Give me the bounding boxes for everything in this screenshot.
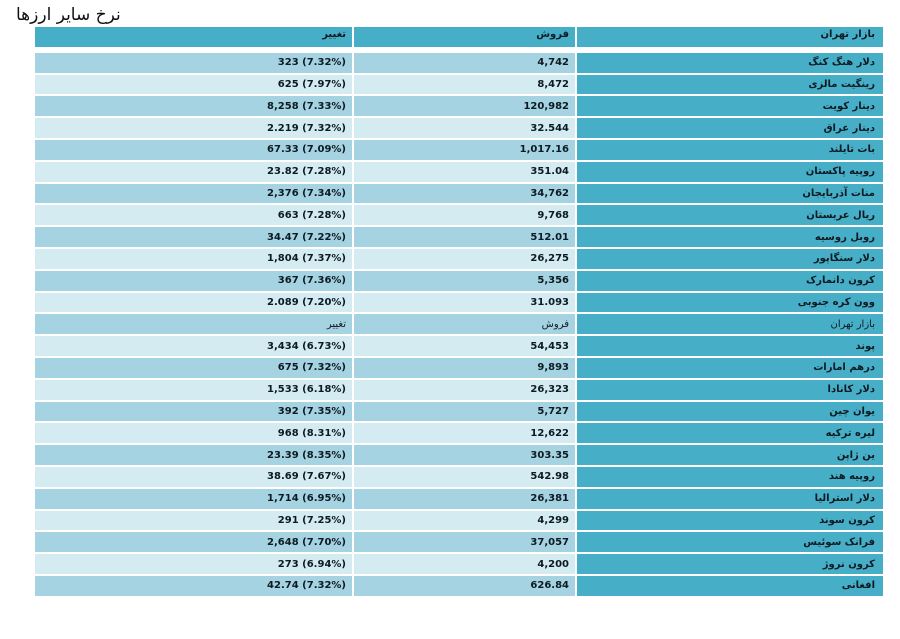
change-cell: تغییر [35, 314, 354, 336]
sell-cell: 31.093 [354, 293, 577, 315]
table-row [35, 271, 883, 293]
sell-cell: 512.01 [354, 227, 577, 249]
currency-name-cell: دلار سنگاپور [577, 249, 883, 271]
change-cell: 2.219 (7.32%) [35, 118, 354, 140]
currency-name-cell: افغانی [577, 576, 883, 598]
currency-name-cell: دینار عراق [577, 118, 883, 140]
sell-cell: 32.544 [354, 118, 577, 140]
sell-cell: 4,299 [354, 511, 577, 533]
change-cell: 675 (7.32%) [35, 358, 354, 380]
currency-name-cell: روپیه پاکستان [577, 162, 883, 184]
sell-cell: 1,017.16 [354, 140, 577, 162]
table-row [35, 140, 883, 162]
change-cell: 625 (7.97%) [35, 75, 354, 97]
table-row [35, 162, 883, 184]
table-row [35, 336, 883, 358]
table-row [35, 380, 883, 402]
table-row [35, 249, 883, 271]
table-row [35, 293, 883, 315]
currency-name-cell: کرون دانمارک [577, 271, 883, 293]
table-row [35, 227, 883, 249]
sell-cell: 34,762 [354, 184, 577, 206]
sell-cell: فروش [354, 314, 577, 336]
table-row [35, 53, 883, 75]
currency-name-cell: ریال عربستان [577, 205, 883, 227]
sell-cell: 542.98 [354, 467, 577, 489]
table-row [35, 467, 883, 489]
sell-cell: 5,356 [354, 271, 577, 293]
table-row [35, 118, 883, 140]
table-row [35, 205, 883, 227]
change-cell: 2,648 (7.70%) [35, 532, 354, 554]
table-row [35, 511, 883, 533]
currency-name-cell: لیره ترکیه [577, 423, 883, 445]
table-row [35, 184, 883, 206]
sell-cell: 12,622 [354, 423, 577, 445]
change-cell: 42.74 (7.32%) [35, 576, 354, 598]
currency-name-cell: کرون سوند [577, 511, 883, 533]
currency-name-cell: وون کره جنوبی [577, 293, 883, 315]
table-row [35, 75, 883, 97]
change-cell: 23.82 (7.28%) [35, 162, 354, 184]
change-cell: 38.69 (7.67%) [35, 467, 354, 489]
sell-cell: 4,200 [354, 554, 577, 576]
currency-name-cell: درهم امارات [577, 358, 883, 380]
sell-cell: 37,057 [354, 532, 577, 554]
currency-name-cell: دلار استرالیا [577, 489, 883, 511]
sell-cell: 626.84 [354, 576, 577, 598]
change-cell: 968 (8.31%) [35, 423, 354, 445]
table-header [35, 27, 883, 49]
table-row [35, 532, 883, 554]
table-row [35, 576, 883, 598]
currency-name-cell: بات تایلند [577, 140, 883, 162]
change-cell: 1,804 (7.37%) [35, 249, 354, 271]
header-change: تغییر [35, 27, 354, 49]
currency-name-cell: دینار کویت [577, 96, 883, 118]
change-cell: 367 (7.36%) [35, 271, 354, 293]
table-row [35, 96, 883, 118]
sell-cell: 4,742 [354, 53, 577, 75]
sell-cell: 120,982 [354, 96, 577, 118]
change-cell: 273 (6.94%) [35, 554, 354, 576]
sell-cell: 26,275 [354, 249, 577, 271]
sell-cell: 26,381 [354, 489, 577, 511]
change-cell: 392 (7.35%) [35, 402, 354, 424]
currency-name-cell: پوند [577, 336, 883, 358]
table-row [35, 358, 883, 380]
change-cell: 67.33 (7.09%) [35, 140, 354, 162]
header-sell: فروش [354, 27, 577, 49]
change-cell: 23.39 (8.35%) [35, 445, 354, 467]
change-cell: 1,714 (6.95%) [35, 489, 354, 511]
sell-cell: 351.04 [354, 162, 577, 184]
currency-name-cell: روپیه هند [577, 467, 883, 489]
sell-cell: 9,893 [354, 358, 577, 380]
sell-cell: 303.35 [354, 445, 577, 467]
table-row [35, 554, 883, 576]
change-cell: 2.089 (7.20%) [35, 293, 354, 315]
currency-name-cell: کرون نروژ [577, 554, 883, 576]
currency-name-cell: فرانک سوئیس [577, 532, 883, 554]
sell-cell: 26,323 [354, 380, 577, 402]
page-title: نرخ سایر ارزها [16, 5, 121, 25]
sell-cell: 8,472 [354, 75, 577, 97]
sell-cell: 5,727 [354, 402, 577, 424]
currency-name-cell: منات آذربایجان [577, 184, 883, 206]
currency-name-cell: بازار تهران [577, 314, 883, 336]
change-cell: 34.47 (7.22%) [35, 227, 354, 249]
currency-table [35, 27, 883, 598]
change-cell: 663 (7.28%) [35, 205, 354, 227]
table-row [35, 423, 883, 445]
table-subheader [35, 314, 883, 336]
currency-name-cell: دلار هنگ کنگ [577, 53, 883, 75]
header-market: بازار تهران [577, 27, 883, 49]
table-row [35, 489, 883, 511]
currency-name-cell: رینگیت مالزی [577, 75, 883, 97]
table-row [35, 445, 883, 467]
change-cell: 3,434 (6.73%) [35, 336, 354, 358]
change-cell: 291 (7.25%) [35, 511, 354, 533]
change-cell: 8,258 (7.33%) [35, 96, 354, 118]
change-cell: 1,533 (6.18%) [35, 380, 354, 402]
sell-cell: 9,768 [354, 205, 577, 227]
table-row [35, 402, 883, 424]
currency-name-cell: دلار کانادا [577, 380, 883, 402]
currency-name-cell: روبل روسیه [577, 227, 883, 249]
currency-name-cell: یوان چین [577, 402, 883, 424]
sell-cell: 54,453 [354, 336, 577, 358]
change-cell: 2,376 (7.34%) [35, 184, 354, 206]
change-cell: 323 (7.32%) [35, 53, 354, 75]
currency-name-cell: ین ژاپن [577, 445, 883, 467]
